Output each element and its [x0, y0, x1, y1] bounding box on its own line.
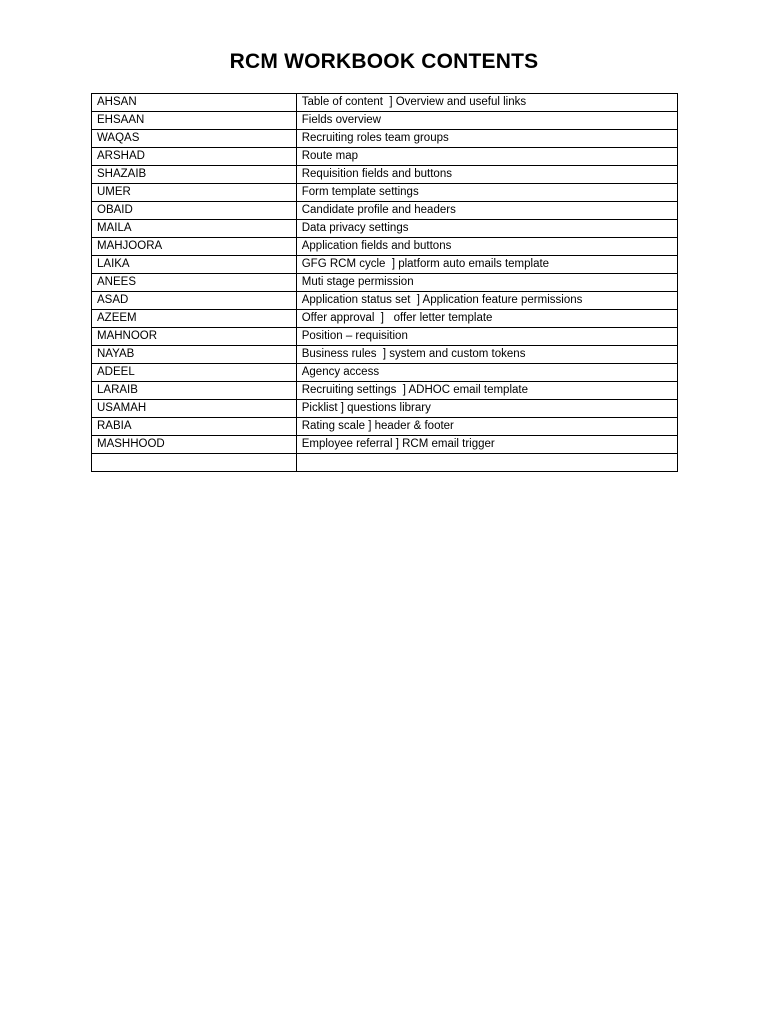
row-topic-cell: Candidate profile and headers — [296, 202, 677, 220]
row-topic-cell: Agency access — [296, 364, 677, 382]
table-row — [92, 166, 678, 184]
table-row — [92, 346, 678, 364]
table-row — [92, 202, 678, 220]
table-row — [92, 418, 678, 436]
row-topic-cell: Muti stage permission — [296, 274, 677, 292]
table-row — [92, 256, 678, 274]
table-row — [92, 94, 678, 112]
row-name-cell: LAIKA — [92, 256, 297, 274]
row-name-cell: LARAIB — [92, 382, 297, 400]
row-name-cell: MASHHOOD — [92, 436, 297, 454]
row-name-cell — [92, 454, 297, 472]
row-name-cell: USAMAH — [92, 400, 297, 418]
row-name-cell: MAHJOORA — [92, 238, 297, 256]
row-topic-cell: Requisition fields and buttons — [296, 166, 677, 184]
table-row — [92, 220, 678, 238]
table-row — [92, 292, 678, 310]
contents-table — [91, 93, 678, 472]
row-topic-cell: GFG RCM cycle ] platform auto emails template — [296, 256, 677, 274]
row-topic-cell — [296, 454, 677, 472]
row-name-cell: OBAID — [92, 202, 297, 220]
row-topic-cell: Employee referral ] RCM email trigger — [296, 436, 677, 454]
row-name-cell: ADEEL — [92, 364, 297, 382]
row-topic-cell: Table of content ] Overview and useful links — [296, 94, 677, 112]
row-topic-cell: Fields overview — [296, 112, 677, 130]
table-row — [92, 148, 678, 166]
row-topic-cell: Application fields and buttons — [296, 238, 677, 256]
table-row — [92, 436, 678, 454]
table-row — [92, 364, 678, 382]
row-topic-cell: Picklist ] questions library — [296, 400, 677, 418]
table-row — [92, 400, 678, 418]
row-topic-cell: Route map — [296, 148, 677, 166]
table-row — [92, 238, 678, 256]
row-name-cell: MAHNOOR — [92, 328, 297, 346]
table-row — [92, 310, 678, 328]
table-row — [92, 130, 678, 148]
row-topic-cell: Business rules ] system and custom tokens — [296, 346, 677, 364]
row-name-cell: MAILA — [92, 220, 297, 238]
row-name-cell: WAQAS — [92, 130, 297, 148]
row-name-cell: NAYAB — [92, 346, 297, 364]
row-name-cell: ASAD — [92, 292, 297, 310]
table-row — [92, 274, 678, 292]
table-row — [92, 328, 678, 346]
row-name-cell: UMER — [92, 184, 297, 202]
row-name-cell: SHAZAIB — [92, 166, 297, 184]
row-topic-cell: Data privacy settings — [296, 220, 677, 238]
row-topic-cell: Offer approval ] offer letter template — [296, 310, 677, 328]
row-name-cell: AZEEM — [92, 310, 297, 328]
row-topic-cell: Form template settings — [296, 184, 677, 202]
row-topic-cell: Position – requisition — [296, 328, 677, 346]
table-row-empty — [92, 454, 678, 472]
row-name-cell: ANEES — [92, 274, 297, 292]
row-name-cell: EHSAAN — [92, 112, 297, 130]
contents-table-body — [92, 94, 678, 472]
table-row — [92, 112, 678, 130]
row-topic-cell: Rating scale ] header & footer — [296, 418, 677, 436]
page-title: RCM WORKBOOK CONTENTS — [229, 50, 539, 73]
row-name-cell: AHSAN — [92, 94, 297, 112]
row-name-cell: RABIA — [92, 418, 297, 436]
row-topic-cell: Application status set ] Application feature permissions — [296, 292, 677, 310]
table-row — [92, 382, 678, 400]
row-topic-cell: Recruiting settings ] ADHOC email template — [296, 382, 677, 400]
row-name-cell: ARSHAD — [92, 148, 297, 166]
table-row — [92, 184, 678, 202]
row-topic-cell: Recruiting roles team groups — [296, 130, 677, 148]
